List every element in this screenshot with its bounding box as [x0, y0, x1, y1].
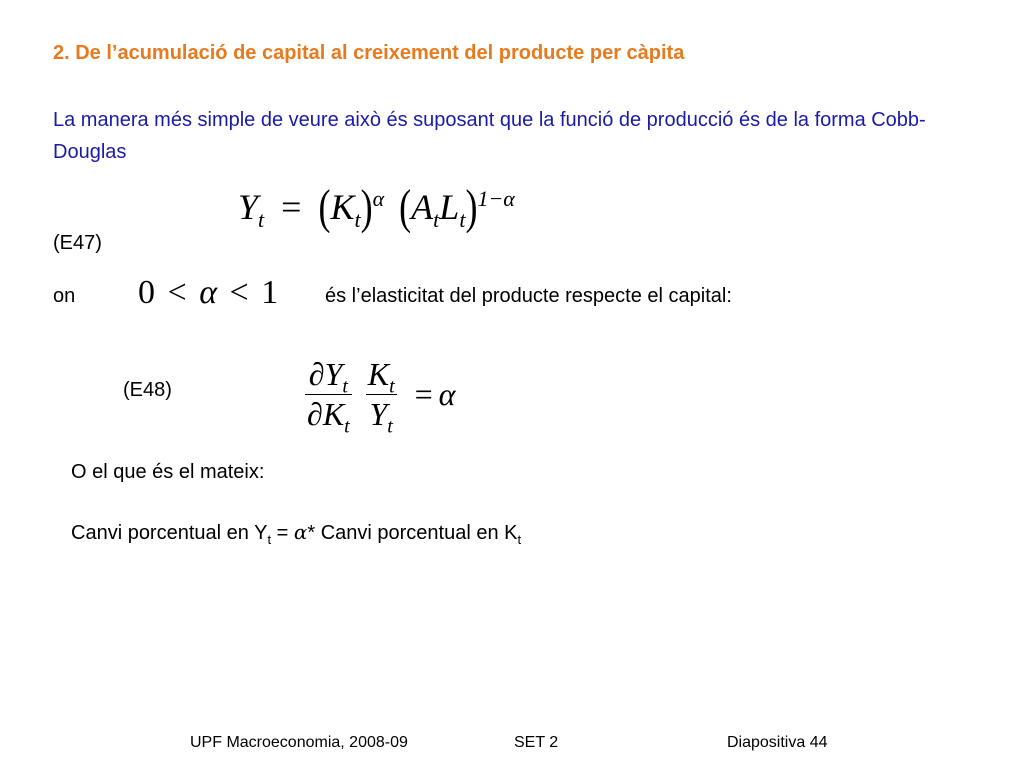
percent-change-text [71, 520, 521, 545]
equals-sign: = [271, 522, 294, 544]
fraction-dY-dK [305, 356, 352, 438]
partial: ∂ [307, 396, 323, 432]
left-paren: ( [318, 180, 331, 234]
intro-text: La manera més simple de veure això és suposant que la funció de producció és de la forma Cobb-Douglas [53, 109, 926, 163]
exp-alpha: α [372, 186, 385, 211]
var-A: A [411, 187, 434, 227]
alpha: α [199, 274, 218, 311]
alpha: α [438, 376, 456, 412]
fraction-K-Y [366, 356, 397, 438]
one: 1 [261, 274, 279, 311]
slide-title: 2. De l’acumulació de capital al creixement del producte per càpita [53, 42, 685, 64]
elasticity-text: és l’elasticitat del producte respecte el capital: [325, 285, 732, 307]
equation-e47 [238, 180, 515, 234]
footer-slide-number: Diapositiva 44 [727, 734, 828, 751]
sub-t: t [342, 375, 348, 398]
exp-one-minus-alpha: 1−α [477, 186, 515, 211]
percent-middle: * Canvi porcentual en K [307, 522, 518, 544]
sub-t: t [258, 207, 265, 233]
eq48-label: (E48) [123, 379, 172, 401]
less-than: < [167, 274, 187, 311]
zero: 0 [138, 274, 155, 311]
var-Y: Y [324, 356, 343, 392]
footer-set: SET 2 [514, 734, 559, 751]
right-paren: ) [360, 180, 373, 234]
sub-t: t [517, 532, 522, 547]
left-paren: ( [399, 180, 412, 234]
alpha: α [293, 520, 308, 544]
sub-t: t [354, 207, 361, 233]
equals-sign: = [414, 376, 433, 412]
percent-prefix: Canvi porcentual en Y [71, 522, 268, 544]
var-Y: Y [369, 396, 388, 432]
equation-e48 [305, 356, 456, 438]
inequality [138, 274, 278, 312]
var-K: K [367, 356, 390, 392]
footer-course: UPF Macroeconomia, 2008-09 [190, 734, 408, 751]
var-Y: Y [238, 187, 259, 227]
less-than: < [229, 274, 249, 311]
right-paren: ) [465, 180, 478, 234]
eq47-label: (E47) [53, 232, 102, 254]
sub-t: t [267, 532, 272, 547]
equals-sign: = [281, 187, 302, 227]
sub-t: t [389, 375, 395, 398]
partial: ∂ [308, 356, 325, 392]
var-L: L [439, 187, 460, 227]
var-K: K [322, 396, 345, 432]
same-text: O el que és el mateix: [71, 461, 265, 483]
sub-t: t [344, 415, 350, 438]
sub-t: t [459, 207, 466, 233]
var-K: K [330, 187, 355, 227]
on-label: on [53, 285, 76, 307]
sub-t: t [387, 415, 393, 438]
sub-t: t [433, 207, 440, 233]
